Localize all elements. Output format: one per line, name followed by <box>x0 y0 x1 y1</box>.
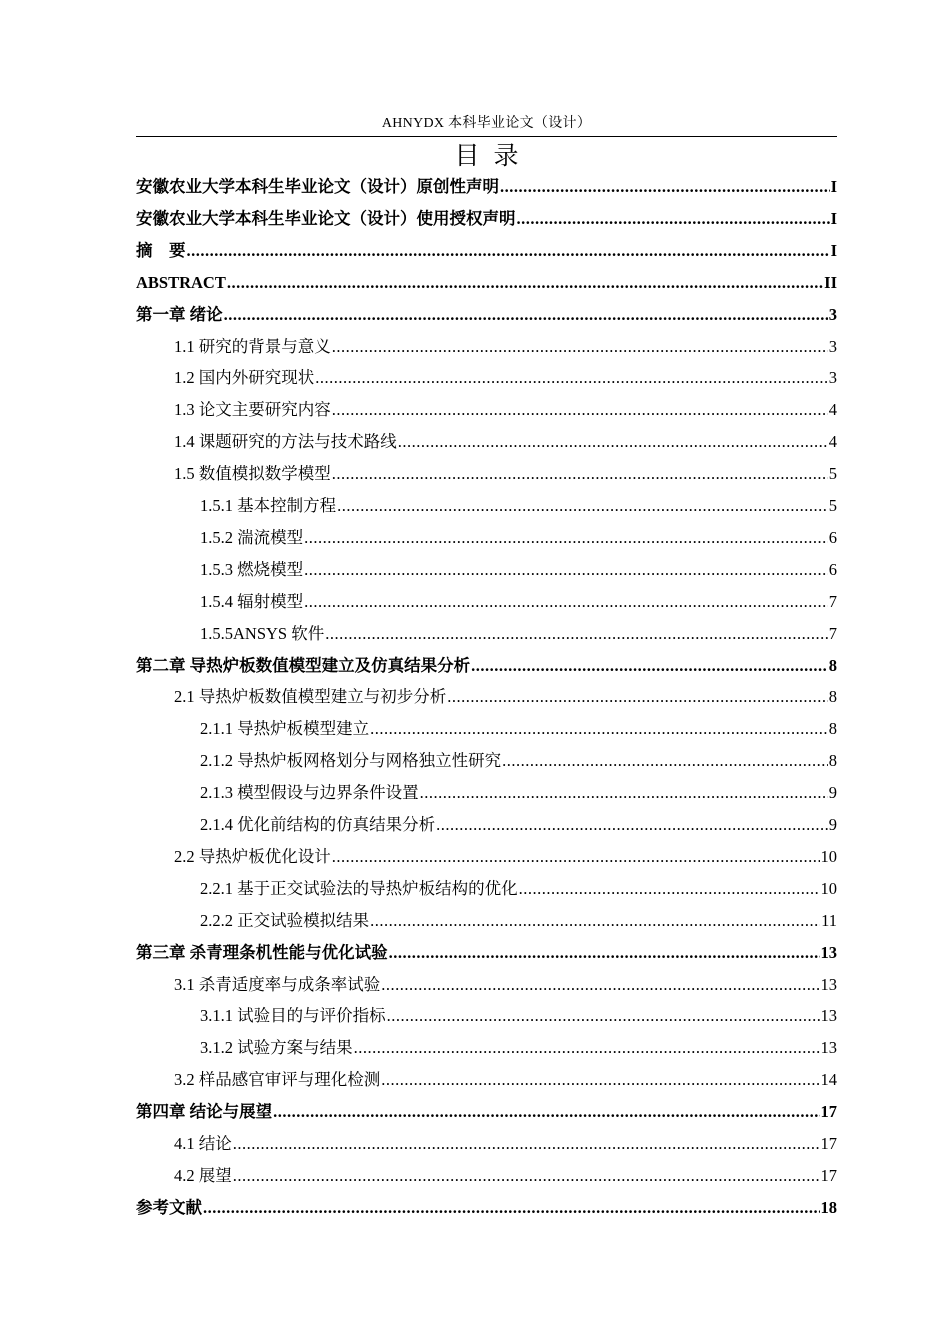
toc-entry-page: 8 <box>828 751 837 771</box>
toc-entry[interactable] <box>136 299 837 331</box>
toc-entry-page: 6 <box>828 559 837 579</box>
toc-entry[interactable] <box>136 650 837 682</box>
toc-entry-page: 17 <box>820 1165 837 1185</box>
toc-entry[interactable] <box>136 1096 837 1128</box>
toc-entry[interactable] <box>174 426 837 458</box>
toc-leader-dots <box>354 1032 820 1064</box>
toc-entry-page: 5 <box>828 496 837 515</box>
toc-entry-page: 4 <box>828 400 837 420</box>
toc-entry-page: 14 <box>820 1070 837 1090</box>
toc-leader-dots <box>447 681 828 713</box>
toc-entry[interactable] <box>200 1000 837 1032</box>
toc-entry-title: 1.5.4 辐射模型 <box>200 591 304 611</box>
toc-entry-title: 2.1.4 优化前结构的仿真结果分析 <box>200 815 436 834</box>
toc-entry[interactable] <box>200 873 837 905</box>
toc-entry[interactable] <box>136 937 837 969</box>
toc-entry-page: 6 <box>828 527 837 547</box>
toc-entry[interactable] <box>174 362 837 394</box>
toc-entry-title: 2.2 导热炉板优化设计 <box>174 846 331 866</box>
toc-leader-dots <box>500 171 830 203</box>
toc-entry[interactable] <box>200 713 837 745</box>
toc-entry[interactable] <box>174 681 837 713</box>
toc-entry-title: 1.2 国内外研究现状 <box>174 368 315 388</box>
toc-entry-page: I <box>830 177 837 196</box>
toc-entry-title: 1.5.3 燃烧模型 <box>200 559 304 579</box>
toc-entry-title: 3.1.1 试验目的与评价指标 <box>200 1006 386 1026</box>
toc-leader-dots <box>398 426 828 458</box>
toc-entry[interactable] <box>174 1064 837 1096</box>
toc-entry[interactable] <box>200 618 837 650</box>
toc-entry[interactable] <box>200 522 837 554</box>
toc-leader-dots <box>337 490 828 522</box>
toc-leader-dots <box>370 905 820 937</box>
toc-leader-dots <box>387 1000 820 1032</box>
toc-entry[interactable] <box>174 1160 837 1192</box>
toc-entry-page: 10 <box>820 878 837 898</box>
toc-entry-title: 1.4 课题研究的方法与技术路线 <box>174 432 397 452</box>
toc-entry-title: 1.5.2 湍流模型 <box>200 527 304 547</box>
toc-entry-title: 第二章 导热炉板数值模型建立及仿真结果分析 <box>136 655 471 675</box>
toc-entry-page: 13 <box>820 1006 837 1026</box>
toc-leader-dots <box>325 618 828 650</box>
toc-entry-title: 3.2 样品感官审评与理化检测 <box>174 1070 381 1090</box>
toc-entry[interactable] <box>174 331 837 363</box>
toc-leader-dots <box>519 873 820 905</box>
toc-entry[interactable] <box>136 1192 837 1224</box>
toc-entry-page: 7 <box>828 591 837 611</box>
toc-entry-page: 8 <box>828 655 837 675</box>
toc-leader-dots <box>304 522 828 554</box>
toc-leader-dots <box>332 458 828 490</box>
toc-entry-title: 1.5.1 基本控制方程 <box>200 496 337 515</box>
toc-entry-title: 2.1.3 模型假设与边界条件设置 <box>200 783 419 803</box>
toc-entry[interactable] <box>136 203 837 235</box>
toc-entry-page: 10 <box>820 846 837 866</box>
toc-entry-title: 2.1.2 导热炉板网格划分与网格独立性研究 <box>200 751 502 771</box>
toc-entry[interactable] <box>200 745 837 777</box>
toc-entry-title: 参考文献 <box>136 1197 202 1217</box>
toc-leader-dots <box>517 203 830 235</box>
toc-entry-title: 3.1.2 试验方案与结果 <box>200 1038 353 1058</box>
toc-entry-title: 4.1 结论 <box>174 1134 232 1153</box>
toc-leader-dots <box>471 650 828 682</box>
toc-entry-page: 13 <box>820 942 837 962</box>
toc-entry-title: 2.1.1 导热炉板模型建立 <box>200 719 370 739</box>
toc-entry-title: 安徽农业大学本科生毕业论文（设计）使用授权声明 <box>136 208 516 228</box>
toc-entry-page: 3 <box>828 336 837 356</box>
toc-leader-dots <box>436 809 828 841</box>
toc-leader-dots <box>233 1128 820 1160</box>
toc-entry[interactable] <box>200 777 837 809</box>
toc-entry[interactable] <box>136 171 837 203</box>
toc-entry-page: 3 <box>828 304 837 324</box>
toc-heading: 目录 <box>454 141 533 170</box>
toc-entry[interactable] <box>174 1128 837 1160</box>
toc-entry-title: 2.1 导热炉板数值模型建立与初步分析 <box>174 687 447 707</box>
toc-entry-title: 安徽农业大学本科生毕业论文（设计）原创性声明 <box>136 177 499 196</box>
toc-entry-page: 7 <box>828 623 837 643</box>
toc-entry[interactable] <box>136 267 837 299</box>
toc-entry[interactable] <box>200 1032 837 1064</box>
toc-entry[interactable] <box>174 394 837 426</box>
toc-leader-dots <box>389 937 820 969</box>
toc-entry-title: 第三章 杀青理条机性能与优化试验 <box>136 942 388 962</box>
toc-leader-dots <box>502 745 828 777</box>
toc-entry[interactable] <box>200 554 837 586</box>
toc-leader-dots <box>187 235 830 267</box>
toc-entry-page: 9 <box>828 783 837 803</box>
toc-leader-dots <box>315 362 828 394</box>
toc-entry-page: 17 <box>820 1134 837 1153</box>
toc-entry-page: 8 <box>828 687 837 707</box>
toc-entry-title: 第一章 绪论 <box>136 304 223 324</box>
toc-entry[interactable] <box>200 809 837 841</box>
toc-entry-page: I <box>830 240 837 260</box>
toc-entry-page: 17 <box>820 1102 837 1122</box>
toc-entry-title: 3.1 杀青适度率与成条率试验 <box>174 974 381 994</box>
toc-entry-page: 9 <box>828 815 837 834</box>
toc-leader-dots <box>381 969 819 1001</box>
toc-entry-title: ABSTRACT <box>136 272 226 292</box>
toc-entry-page: 4 <box>828 432 837 452</box>
toc-entry-title: 摘 要 <box>136 240 186 260</box>
toc-entry-title: 4.2 展望 <box>174 1165 232 1185</box>
toc-entry[interactable] <box>174 841 837 873</box>
toc-entry-page: 5 <box>828 464 837 484</box>
toc-entry[interactable] <box>200 586 837 618</box>
toc-entry-page: 3 <box>828 368 837 388</box>
toc-entry-page: 13 <box>820 1038 837 1058</box>
running-header: AHNYDX 本科毕业论文（设计） <box>381 116 592 131</box>
toc-leader-dots <box>273 1096 819 1128</box>
toc-entry[interactable] <box>200 490 837 522</box>
toc-leader-dots <box>304 554 828 586</box>
toc-entry-page: 11 <box>821 910 837 930</box>
toc-leader-dots <box>227 267 823 299</box>
toc-leader-dots <box>332 331 828 363</box>
toc-entry-page: 13 <box>820 974 837 994</box>
toc-entry-title: 2.2.1 基于正交试验法的导热炉板结构的优化 <box>200 878 518 898</box>
toc-entry[interactable] <box>174 458 837 490</box>
toc-entry-page: II <box>824 272 837 292</box>
toc-leader-dots <box>420 777 828 809</box>
toc-leader-dots <box>332 394 828 426</box>
toc-entry-title: 1.5 数值模拟数学模型 <box>174 464 331 484</box>
toc-entry-title: 1.1 研究的背景与意义 <box>174 336 331 356</box>
toc-entry-page: 18 <box>820 1197 837 1217</box>
toc-leader-dots <box>203 1192 820 1224</box>
toc-leader-dots <box>332 841 820 873</box>
toc-leader-dots <box>370 713 828 745</box>
header-rule <box>136 136 837 137</box>
toc-entry-page: 8 <box>828 719 837 739</box>
toc-leader-dots <box>381 1064 819 1096</box>
toc-entry-title: 1.5.5ANSYS 软件 <box>200 623 325 643</box>
toc-leader-dots <box>304 586 828 618</box>
toc-leader-dots <box>224 299 828 331</box>
toc-entry-page: I <box>830 208 837 228</box>
toc-entry[interactable] <box>136 235 837 267</box>
toc-entry-title: 1.3 论文主要研究内容 <box>174 400 331 420</box>
toc-entry[interactable] <box>200 905 837 937</box>
toc-entry-title: 2.2.2 正交试验模拟结果 <box>200 910 370 930</box>
toc-entry-title: 第四章 结论与展望 <box>136 1102 273 1122</box>
toc-entry[interactable] <box>174 969 837 1001</box>
toc-leader-dots <box>233 1160 820 1192</box>
